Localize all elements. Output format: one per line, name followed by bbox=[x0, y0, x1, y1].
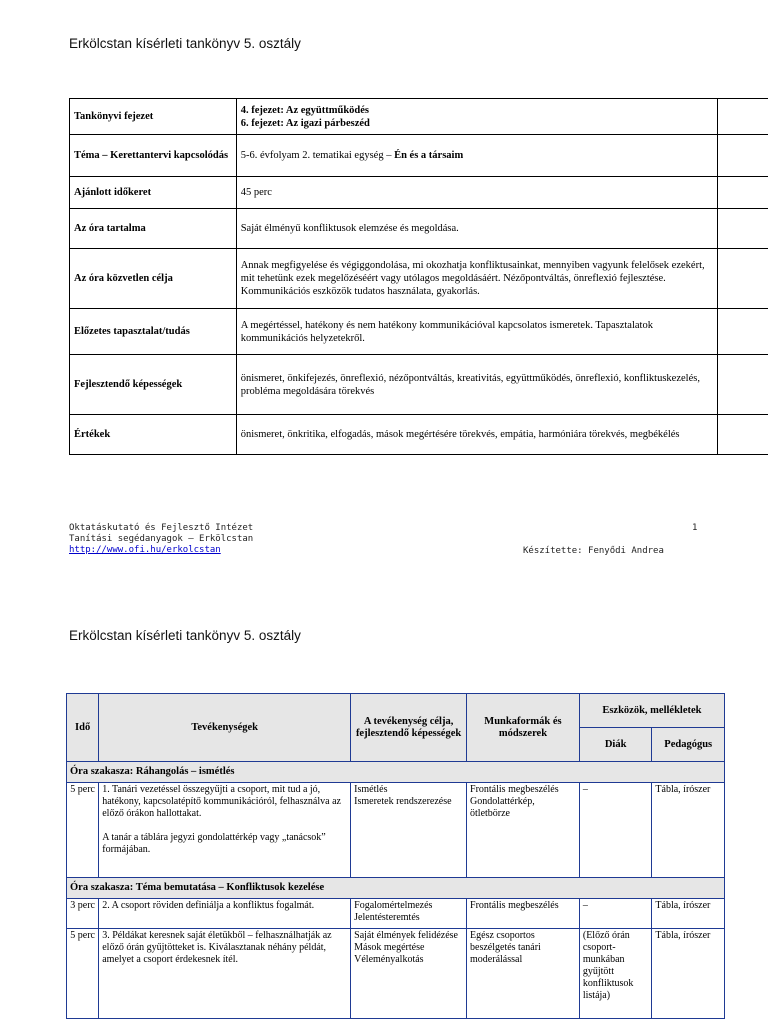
header-student: Diák bbox=[579, 728, 652, 762]
row-value: 45 perc bbox=[236, 177, 718, 209]
teacher-tools-cell: Tábla, írószer bbox=[652, 929, 725, 1019]
lesson-info-table bbox=[69, 98, 768, 455]
goal-cell: Saját élmények felidézése Mások megértése Véleményalkotás bbox=[351, 929, 467, 1019]
page-footer bbox=[69, 523, 253, 556]
chapter-line: 6. fejezet: Az igazi párbeszéd bbox=[240, 117, 370, 129]
row-value: A megértéssel, hatékony és nem hatékony kommunikációval kapcsolatos ismeretek. Tapasztalatok kommunikációs helyzetekről. bbox=[236, 309, 718, 355]
table-row bbox=[70, 249, 768, 309]
header-row bbox=[67, 694, 725, 728]
table-row bbox=[70, 209, 768, 249]
row-value bbox=[236, 135, 718, 177]
section-row bbox=[67, 878, 725, 899]
student-tools-cell: – bbox=[579, 783, 652, 878]
header-teacher: Pedagógus bbox=[652, 728, 725, 762]
method-cell: Egész csoportos beszélgetés tanári moderálással bbox=[467, 929, 580, 1019]
author-credit: Készítette: Fenyődi Andrea bbox=[523, 546, 664, 556]
row-label: Téma – Kerettantervi kapcsolódás bbox=[70, 135, 237, 177]
table-row bbox=[67, 899, 725, 929]
row-value-text: 5-6. évfolyam 2. tematikai egység – bbox=[240, 150, 395, 161]
section-title: Óra szakasza: Ráhangolás – ismétlés bbox=[67, 762, 725, 783]
time-cell: 3 perc bbox=[67, 899, 99, 929]
table-row bbox=[67, 783, 725, 878]
activity-cell: 2. A csoport röviden definiálja a konfliktus fogalmát. bbox=[99, 899, 351, 929]
empty-cell bbox=[718, 135, 768, 177]
row-label: Értékek bbox=[70, 415, 237, 455]
header-goal: A tevékenység célja, fejlesztendő képességek bbox=[351, 694, 467, 762]
teacher-tools-cell: Tábla, írószer bbox=[652, 899, 725, 929]
table-row bbox=[70, 135, 768, 177]
header-time: Idő bbox=[67, 694, 99, 762]
footer-institute: Oktatáskutató és Fejlesztő Intézet bbox=[69, 523, 254, 533]
time-cell: 5 perc bbox=[67, 783, 99, 878]
table-row bbox=[67, 929, 725, 1019]
table-row bbox=[70, 177, 768, 209]
student-tools-cell: (Előző órán csoport-munkában gyűjtött konfliktusok listája) bbox=[579, 929, 652, 1019]
row-label: Az óra közvetlen célja bbox=[70, 249, 237, 309]
row-label: Előzetes tapasztalat/tudás bbox=[70, 309, 237, 355]
method-cell: Frontális megbeszélés Gondolattérkép, ötletbörze bbox=[467, 783, 580, 878]
header-tools: Eszközök, mellékletek bbox=[579, 694, 724, 728]
student-tools-cell: – bbox=[579, 899, 652, 929]
row-label: Ajánlott időkeret bbox=[70, 177, 237, 209]
activity-cell bbox=[99, 783, 351, 878]
table-row bbox=[70, 309, 768, 355]
table-row bbox=[70, 99, 768, 135]
page-number: 1 bbox=[692, 523, 698, 533]
table-row bbox=[70, 355, 768, 415]
empty-cell bbox=[718, 99, 768, 135]
chapter-line: 4. fejezet: Az együttműködés bbox=[240, 104, 369, 116]
section-row bbox=[67, 762, 725, 783]
row-value bbox=[236, 99, 718, 135]
empty-cell bbox=[718, 415, 768, 455]
empty-cell bbox=[718, 209, 768, 249]
document-title: Erkölcstan kísérleti tankönyv 5. osztály bbox=[69, 36, 301, 51]
section-title: Óra szakasza: Téma bemutatása – Konfliktusok kezelése bbox=[67, 878, 725, 899]
row-label: Tankönyvi fejezet bbox=[70, 99, 237, 135]
goal-cell: Fogalomértelmezés Jelentésteremtés bbox=[351, 899, 467, 929]
row-label: Fejlesztendő képességek bbox=[70, 355, 237, 415]
teacher-tools-cell: Tábla, írószer bbox=[652, 783, 725, 878]
empty-cell bbox=[718, 249, 768, 309]
table-row bbox=[70, 415, 768, 455]
empty-cell bbox=[718, 355, 768, 415]
row-label: Az óra tartalma bbox=[70, 209, 237, 249]
activity-text: 1. Tanári vezetéssel összegyűjti a csoport, mit tud a jó, hatékony, kapcsolatépítő kommunikációról, felhasználva az előző órákon hallottakat. bbox=[102, 784, 341, 819]
activity-text: A tanár a táblára jegyzi gondolattérkép vagy „tanácsok” formájában. bbox=[102, 832, 326, 855]
activity-table bbox=[66, 693, 725, 1019]
empty-cell bbox=[718, 309, 768, 355]
row-value: Saját élményű konfliktusok elemzése és megoldása. bbox=[236, 209, 718, 249]
footer-series: Tanítási segédanyagok – Erkölcstan bbox=[69, 534, 254, 544]
row-value-bold: Én és a társaim bbox=[394, 150, 464, 161]
header-methods: Munkaformák és módszerek bbox=[467, 694, 580, 762]
method-cell: Frontális megbeszélés bbox=[467, 899, 580, 929]
row-value: önismeret, önkifejezés, önreflexió, nézőpontváltás, kreativitás, együttműködés, önreflexió, konfliktuskezelés, probléma megoldására törekvés bbox=[236, 355, 718, 415]
row-value: önismeret, önkritika, elfogadás, mások megértésére törekvés, empátia, harmóniára törekvés, megbékélés bbox=[236, 415, 718, 455]
row-value: Annak megfigyelése és végiggondolása, mi okozhatja konfliktusainkat, mennyiben vagyunk felelősek ezekért, mit tehetünk ezek megelőzéséért vagy utólagos megoldásáért. Nézőpontváltás, önreflexió fejlesztése. Kommunikációs eszközök tudatos használata, gyakorlás. bbox=[236, 249, 718, 309]
document-title: Erkölcstan kísérleti tankönyv 5. osztály bbox=[69, 628, 301, 643]
empty-cell bbox=[718, 177, 768, 209]
footer-link[interactable]: http://www.ofi.hu/erkolcstan bbox=[69, 545, 221, 555]
header-activities: Tevékenységek bbox=[99, 694, 351, 762]
time-cell: 5 perc bbox=[67, 929, 99, 1019]
goal-cell: Ismétlés Ismeretek rendszerezése bbox=[351, 783, 467, 878]
activity-cell: 3. Példákat keresnek saját életükből – felhasználhatják az előző órán gyűjtötteket is. Kiválasztanak néhány példát, amelyet a csoport érdekesnek ítél. bbox=[99, 929, 351, 1019]
